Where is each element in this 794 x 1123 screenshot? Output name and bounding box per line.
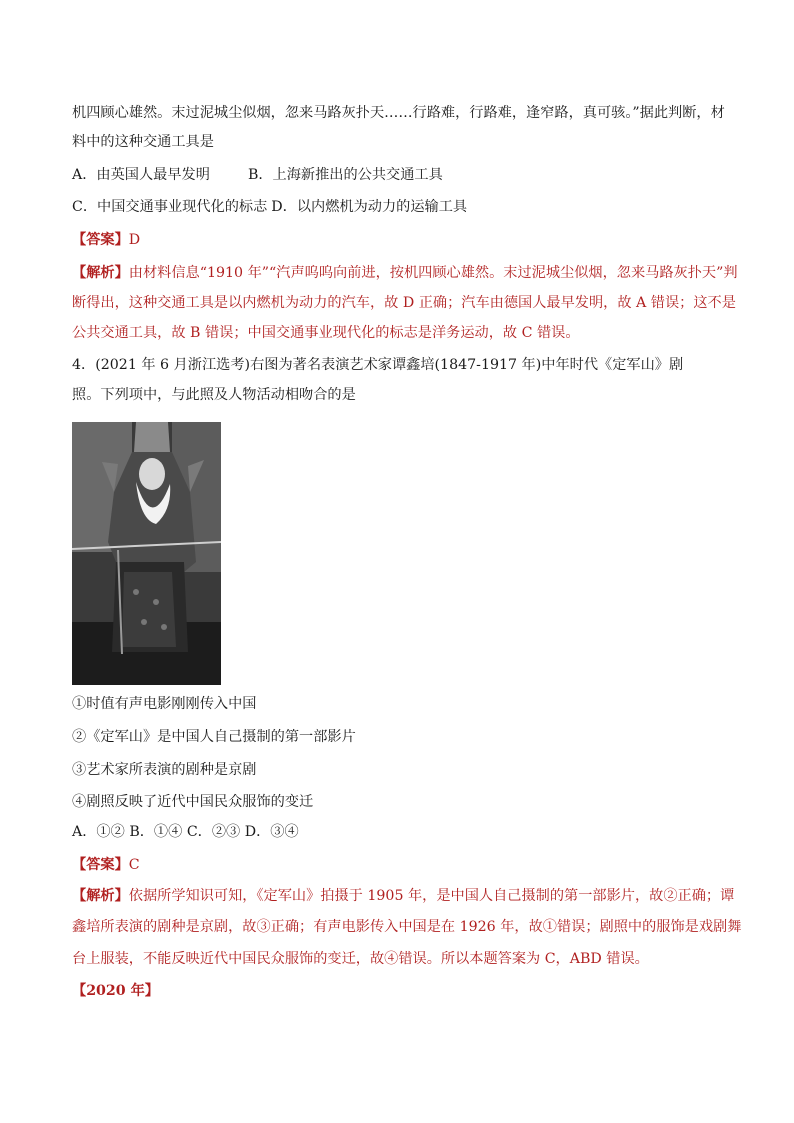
q4-item-3: ③艺术家所表演的剧种是京剧: [72, 762, 257, 778]
q4-options: A．①② B．①④ C．②③ D．③④: [72, 824, 299, 840]
q4-stem-line-2: 照。下列项中，与此照及人物活动相吻合的是: [72, 387, 356, 403]
q3-analysis-label: 【解析】: [72, 265, 129, 281]
q3-options-row-1: [72, 165, 732, 185]
q4-analysis-label: 【解析】: [72, 888, 129, 904]
q4-answer-value: C: [128, 857, 140, 873]
q3-options-row-2: [72, 197, 732, 217]
q3-option-a: A．由英国人最早发明: [72, 167, 210, 183]
q4-item-4: ④剧照反映了近代中国民众服饰的变迁: [72, 794, 314, 810]
q3-option-b: B．上海新推出的公共交通工具: [247, 167, 443, 183]
q4-analysis-text-1: 依据所学知识可知，《定军山》拍摄于 1905 年，是中国人自己摄制的第一部影片，故②正确；谭: [128, 888, 735, 904]
q3-analysis-line-2: 断得出，这种交通工具是以内燃机为动力的汽车，故 D 正确；汽车由德国人最早发明，故 A 错误；这不是: [72, 295, 736, 311]
q3-option-c: C．中国交通事业现代化的标志: [72, 199, 268, 215]
q3-text-line-1: 机四顾心雄然。末过泥城尘似烟，忽来马路灰扑天……行路难，行路难，逢窄路，真可骇。”据此判断，材: [72, 105, 725, 121]
q4-stem-line-1: 4．(2021 年 6 月浙江选考)右图为著名表演艺术家谭鑫培(1847-1917 年)中年时代《定军山》剧: [72, 357, 684, 373]
q3-option-d: D．以内燃机为动力的运输工具: [271, 199, 468, 215]
q3-answer-label: 【答案】: [72, 232, 129, 248]
q3-answer-value: D: [128, 232, 141, 248]
q4-analysis-line-3: 台上服装，不能反映近代中国民众服饰的变迁，故④错误。所以本题答案为 C，ABD 错误。: [72, 951, 649, 967]
q4-answer: [72, 855, 732, 875]
q4-item-1: ①时值有声电影刚刚传入中国: [72, 696, 257, 712]
q4-analysis-line-1: [72, 886, 735, 906]
opera-performer-photo: [72, 422, 221, 685]
q4-analysis-line-2: 鑫培所表演的剧种是京剧，故③正确；有声电影传入中国是在 1926 年，故①错误；剧照中的服饰是戏剧舞: [72, 919, 742, 935]
q3-analysis-text-1: 由材料信息“1910 年”“汽声呜呜向前进，按机四顾心雄然。末过泥城尘似烟，忽来马路灰扑天”判: [128, 265, 738, 281]
q3-analysis-line-3: 公共交通工具，故 B 错误；中国交通事业现代化的标志是洋务运动，故 C 错误。: [72, 325, 580, 341]
q3-answer: [72, 230, 732, 250]
section-year-heading: 【2020 年】: [72, 983, 159, 999]
q4-item-2: ②《定军山》是中国人自己摄制的第一部影片: [72, 729, 356, 745]
q4-answer-label: 【答案】: [72, 857, 129, 873]
q3-text-line-2: 料中的这种交通工具是: [72, 134, 214, 150]
q3-analysis-line-1: [72, 263, 738, 283]
